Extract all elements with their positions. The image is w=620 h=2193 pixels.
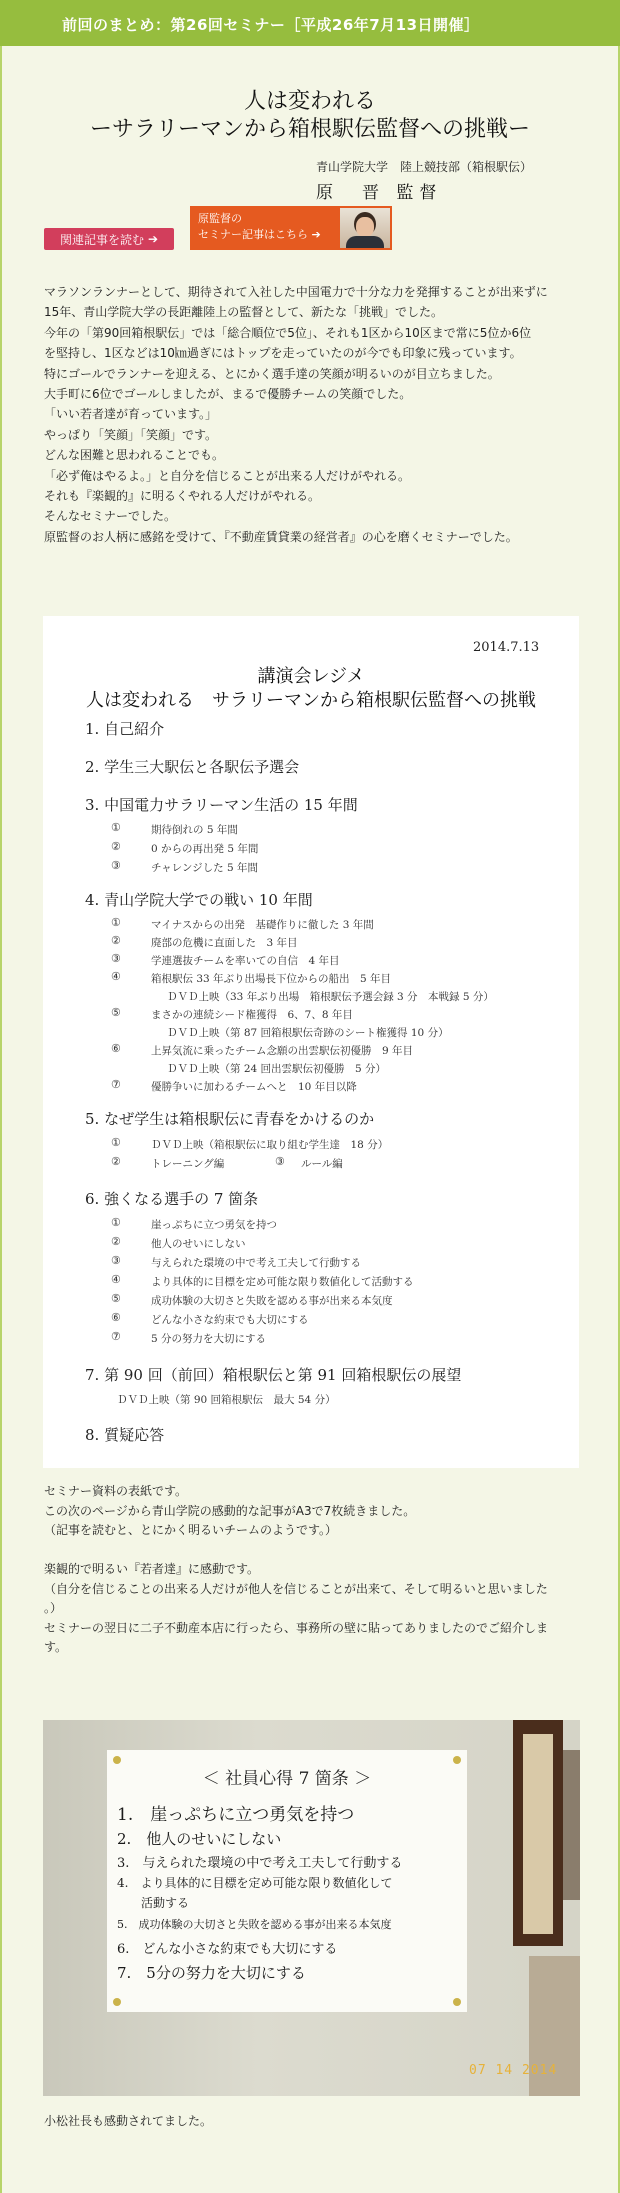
item-mark: ④	[111, 1273, 121, 1286]
director-button-line2: セミナー記事はこちら	[198, 228, 308, 241]
resume-item: 与えられた環境の中で考え工夫して行動する	[151, 1257, 361, 1269]
poster-line: 6. どんな小さな約束でも大切にする	[117, 1942, 338, 1957]
photo-date-stamp: 07 14 2014	[469, 2063, 558, 2078]
resume-item: マイナスからの出発 基礎作りに徹した 3 年間	[151, 919, 374, 931]
header-bar	[0, 0, 620, 46]
resume-item: ＤＶＤ上映（第 90 回箱根駅伝 最大 54 分）	[117, 1394, 336, 1406]
resume-item: どんな小さな約束でも大切にする	[151, 1314, 309, 1326]
resume-title-line2: 人は変われる サラリーマンから箱根駅伝監督への挑戦	[86, 690, 536, 711]
arrow-right-icon: ➔	[311, 228, 321, 241]
related-articles-label: 関連記事を読む	[59, 232, 144, 247]
item-mark: ①	[111, 916, 121, 929]
item-mark: ③	[111, 952, 121, 965]
intro-line: 大手町に6位でゴールしましたが、まるで優勝チームの笑顔でした。	[44, 387, 412, 402]
item-mark: ⑦	[111, 1330, 121, 1343]
resume-item: 優勝争いに加わるチームへと 10 年目以降	[151, 1081, 357, 1093]
intro-line: どんな困難と思われることでも。	[44, 448, 225, 463]
item-mark: ②	[111, 1155, 121, 1168]
intro-line: やっぱり「笑顔」「笑顔」です。	[44, 427, 218, 442]
resume-item: ＤＶＤ上映（第 87 回箱根駅伝奇跡のシート権獲得 10 分）	[167, 1027, 449, 1039]
intro-line: 原監督のお人柄に感銘を受けて、『不動産賃貸業の経営者』の心を磨くセミナーでした。	[44, 529, 518, 544]
item-mark: ⑦	[111, 1078, 121, 1091]
resume-item: ＤＶＤ上映（箱根駅伝に取り組む学生達 18 分）	[151, 1139, 389, 1151]
director-button-line1: 原監督の	[198, 212, 242, 225]
resume-item: ルール編	[301, 1158, 343, 1170]
outro-line	[44, 1541, 584, 1561]
resume-item: 廃部の危機に直面した 3 年目	[151, 937, 298, 949]
resume-item: 崖っぷちに立つ勇気を持つ	[151, 1219, 277, 1231]
intro-line: 「いい若者達が育っています。」	[44, 407, 218, 422]
outro-line: （自分を信じることの出来る人だけが他人を信じることが出来て、そして明るいと思いました	[44, 1581, 548, 1596]
resume-item: 0 からの再出発 5 年間	[151, 843, 259, 855]
resume-section: 3. 中国電力サラリーマン生活の 15 年間	[85, 796, 358, 814]
intro-line: 今年の「第90回箱根駅伝」では「総合順位で5位」、それも1区から10区まで常に5位か6位	[44, 325, 532, 340]
item-mark: ③	[275, 1155, 285, 1168]
poster-line: 4. より具体的に目標を定め可能な限り数値化して	[117, 1876, 393, 1890]
resume-section: 2. 学生三大駅伝と各駅伝予選会	[85, 758, 300, 776]
seminar-resume-scan	[43, 616, 579, 1468]
item-mark: ③	[111, 859, 121, 872]
poster-line: 1. 崖っぷちに立つ勇気を持つ	[117, 1805, 355, 1825]
resume-item: 箱根駅伝 33 年ぶり出場長下位からの船出 5 年目	[151, 973, 392, 985]
resume-section: 5. なぜ学生は箱根駅伝に青春をかけるのか	[85, 1110, 375, 1128]
header-title: 前回のまとめ：第26回セミナー［平成26年7月13日開催］	[62, 16, 480, 34]
resume-item: 5 分の努力を大切にする	[151, 1333, 267, 1345]
left-border	[0, 46, 2, 2193]
poster-line: 7. 5分の努力を大切にする	[117, 1964, 306, 1982]
item-mark: ②	[111, 1235, 121, 1248]
intro-line: 特にゴールでランナーを迎える、とにかく選手達の笑顔が明るいのが目立ちました。	[44, 366, 500, 381]
intro-line: そんなセミナーでした。	[44, 509, 177, 524]
resume-section: 4. 青山学院大学での戦い 10 年間	[85, 891, 313, 909]
poster-line: 活動する	[117, 1896, 190, 1910]
resume-date: 2014.7.13	[473, 640, 540, 655]
outro-line: 楽観的で明るい『若者達』に感動です。	[44, 1562, 260, 1576]
poster-line: 5. 成功体験の大切さと失敗を認める事が出来る本気度	[117, 1918, 392, 1931]
resume-section: 7. 第 90 回（前回）箱根駅伝と第 91 回箱根駅伝の展望	[85, 1366, 462, 1384]
intro-line: それも『楽観的』に明るくやれる人だけがやれる。	[44, 489, 321, 504]
outro-line: 。）	[44, 1601, 63, 1615]
item-mark: ④	[111, 970, 121, 983]
related-articles-button[interactable]	[44, 228, 174, 250]
closing-text: 小松社長も感動されてました。	[44, 2114, 213, 2128]
poster-line: 2. 他人のせいにしない	[117, 1830, 282, 1848]
intro-text	[44, 282, 584, 547]
intro-line: 「必ず俺はやるよ。」と自分を信じることが出来る人だけがやれる。	[44, 468, 411, 483]
resume-item: 上昇気流に乗ったチーム念願の出雲駅伝初優勝 9 年目	[151, 1045, 414, 1057]
item-mark: ①	[111, 821, 121, 834]
resume-item: ＤＶＤ上映（33 年ぶり出場 箱根駅伝予選会録 3 分 本戦録 5 分）	[167, 991, 494, 1003]
outro-line: す。	[44, 1640, 68, 1654]
intro-line: マラソンランナーとして、期待されて入社した中国電力で十分な力を発揮することが出来ずに	[44, 285, 548, 299]
item-mark: ①	[111, 1216, 121, 1229]
item-mark: ②	[111, 934, 121, 947]
resume-section: 8. 質疑応答	[85, 1426, 165, 1444]
item-mark: ⑥	[111, 1311, 121, 1324]
outro-line: （記事を読むと、とにかく明るいチームのようです。）	[44, 1523, 338, 1537]
outro-line: セミナーの翌日に二子不動産本店に行ったら、事務所の壁に貼ってありましたのでご紹介しま	[44, 1620, 549, 1635]
item-mark: ①	[111, 1136, 121, 1149]
outro-text	[44, 1482, 584, 1658]
director-articles-button[interactable]	[190, 206, 392, 250]
resume-item: トレーニング編	[151, 1158, 225, 1170]
item-mark: ⑥	[111, 1042, 121, 1055]
resume-item: 他人のせいにしない	[151, 1238, 246, 1250]
resume-item: 期待倒れの 5 年間	[151, 824, 238, 836]
intro-line: 15年、青山学院大学の長距離陸上の監督として、新たな「挑戦」でした。	[44, 305, 444, 320]
director-portrait	[340, 208, 390, 248]
item-mark: ⑤	[111, 1292, 121, 1305]
seminar-title-line2: ーサラリーマンから箱根駅伝監督への挑戦ー	[89, 117, 530, 142]
outro-line: セミナー資料の表紙です。	[44, 1484, 188, 1498]
arrow-right-icon: ➔	[147, 232, 159, 246]
speaker-affiliation: 青山学院大学 陸上競技部（箱根駅伝）	[316, 160, 533, 174]
resume-section: 6. 強くなる選手の 7 箇条	[85, 1190, 259, 1208]
item-mark: ⑤	[111, 1006, 121, 1019]
item-mark: ②	[111, 840, 121, 853]
resume-section: 1. 自己紹介	[85, 720, 165, 738]
speaker-name: 原 晋 監督	[316, 183, 443, 203]
resume-item: チャレンジした 5 年間	[151, 862, 259, 874]
item-mark: ③	[111, 1254, 121, 1267]
handwritten-poster	[107, 1750, 467, 2012]
resume-item: 学連選抜チームを率いての自信 4 年目	[151, 955, 340, 967]
poster-line: 3. 与えられた環境の中で考え工夫して行動する	[117, 1856, 403, 1871]
resume-item: まさかの連続シード権獲得 6、7、8 年目	[151, 1009, 353, 1021]
resume-item: ＤＶＤ上映（第 24 回出雲駅伝初優勝 5 分）	[167, 1063, 387, 1075]
resume-item: 成功体験の大切さと失敗を認める事が出来る本気度	[151, 1295, 393, 1307]
poster-heading: ＜ 社員心得 7 箇条 ＞	[202, 1769, 372, 1789]
intro-line: を堅持し、1区などは10㎞過ぎにはトップを走っていたのが今でも印象に残っています。	[44, 346, 522, 361]
resume-title-line1: 講演会レジメ	[257, 666, 365, 687]
resume-item: より具体的に目標を定め可能な限り数値化して活動する	[151, 1276, 414, 1288]
seminar-title-line1: 人は変われる	[243, 89, 376, 114]
outro-line: この次のページから青山学院の感動的な記事がA3で7枚続きました。	[44, 1503, 416, 1518]
office-wall-photo	[43, 1720, 580, 2096]
